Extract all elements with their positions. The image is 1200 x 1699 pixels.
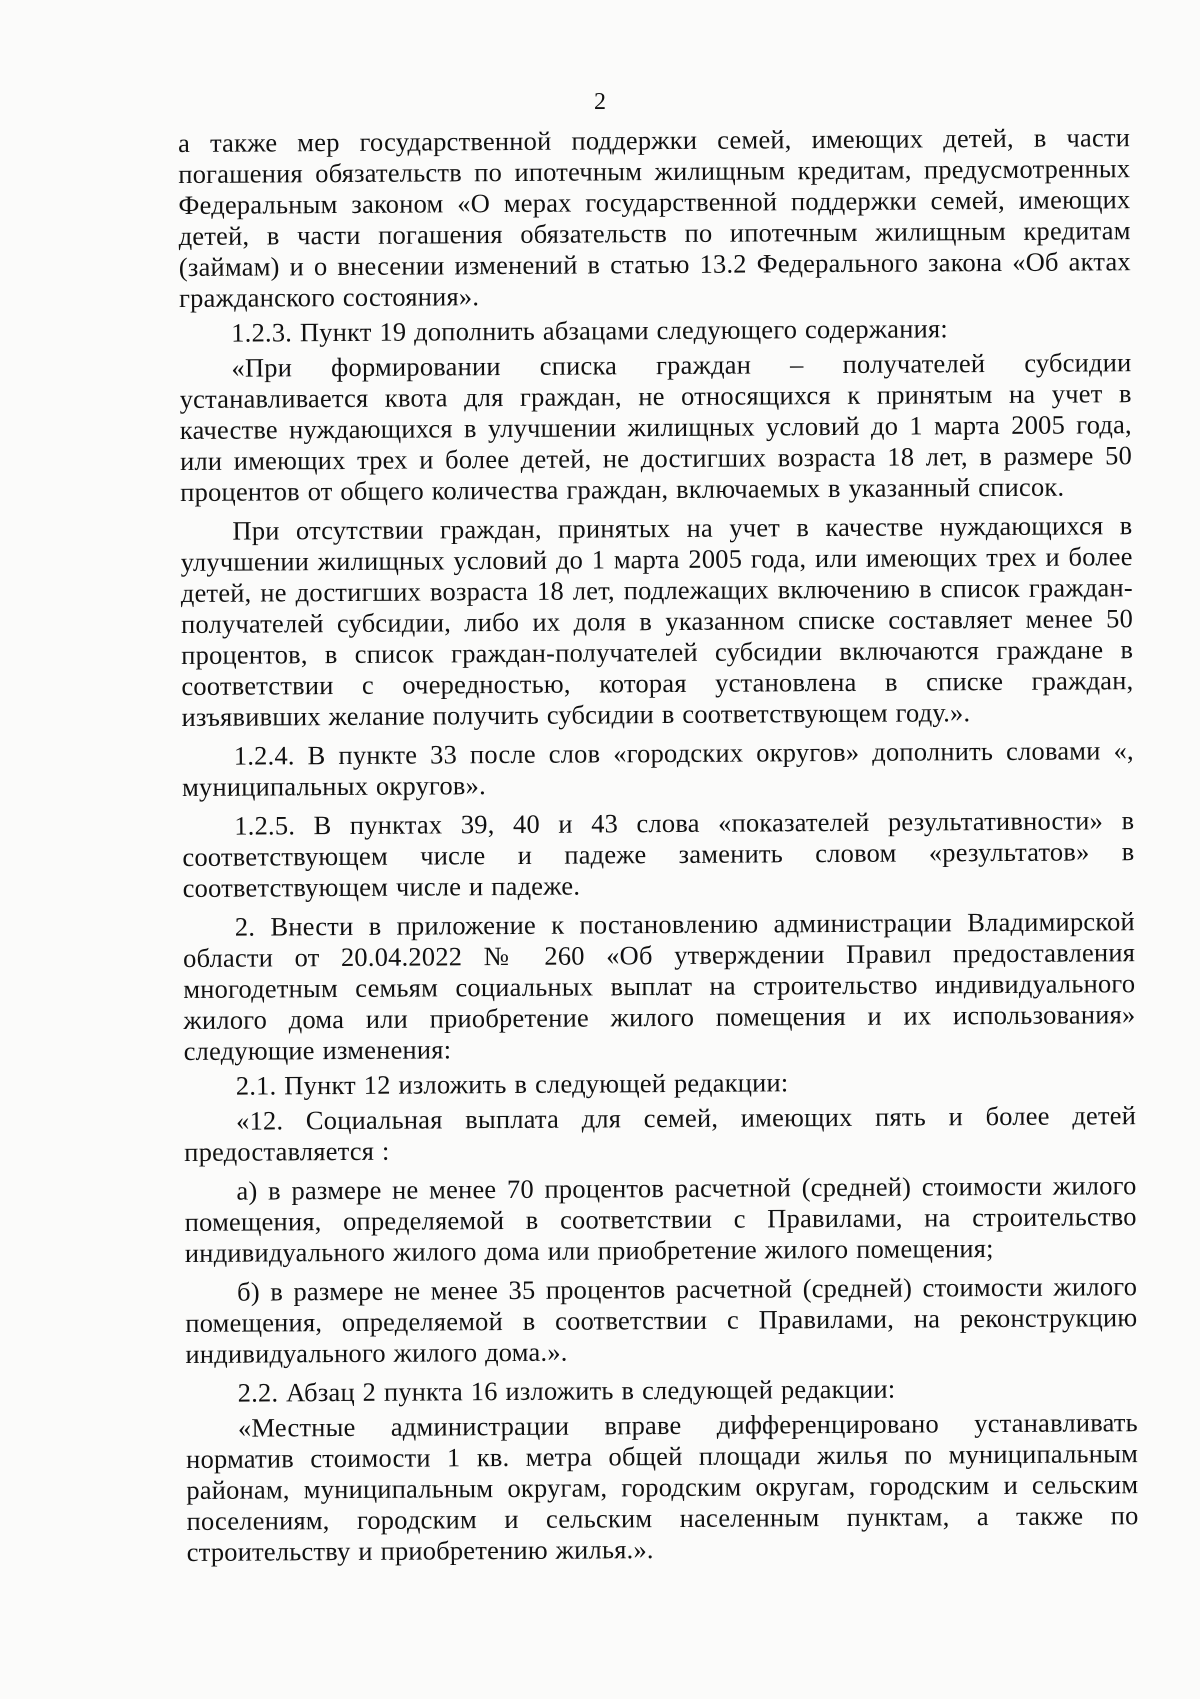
paragraph-12: «12. Социальная выплата для семей, имеющих пять и более детей предоставляется : — [184, 1100, 1137, 1167]
paragraph-2-1: 2.1. Пункт 12 изложить в следующей редакции: — [235, 1067, 789, 1101]
paragraph-1-2-3: 1.2.3. Пункт 19 дополнить абзацами следующего содержания: — [231, 313, 949, 348]
paragraph-item-a: а) в размере не менее 70 процентов расчетной (средней) стоимости жилого помещения, определяемой в соответствии с Правилами, на строительство индивидуального жилого дома или приобретение жилого помещения; — [184, 1170, 1137, 1268]
paragraph-item-b: б) в размере не менее 35 процентов расчетной (средней) стоимости жилого помещения, определяемой в соответствии с Правилами, на реконструкцию индивидуального жилого дома.». — [185, 1271, 1138, 1369]
page-number: 2 — [594, 89, 606, 115]
paragraph-quota-text: «При формировании списка граждан – получателей субсидии устанавливается квота для граждан, не относящихся к принятым на учет в качестве нуждающихся в улучшении жилищных условий до 1 марта 2005 года, или имеющих трех и более детей, не достигших возраста 18 лет, в размере 50 процентов от общего количества граждан, включаемых в указанный список. — [179, 347, 1133, 507]
document-body — [178, 122, 1139, 1568]
paragraph-1-2-5: 1.2.5. В пунктах 39, 40 и 43 слова «показателей результативности» в соответствующем числе и падеже заменить словом «результатов» в соответствующем числе и падеже. — [182, 805, 1135, 903]
paragraph-local-admin: «Местные администрации вправе дифференцировано устанавливать норматив стоимости 1 кв. метра общей площади жилья по муниципальным районам, муниципальным округам, городским округам, городским и сельским поселениям, городским и сельским населенным пунктам, а также по строительству и приобретению жилья.». — [186, 1407, 1139, 1567]
paragraph-2-2: 2.2. Абзац 2 пункта 16 изложить в следующей редакции: — [237, 1373, 896, 1408]
paragraph-continuation: а также мер государственной поддержки семей, имеющих детей, в части погашения обязательств по ипотечным жилищным кредитам, предусмотренных Федеральным законом «О мерах государственной поддержки семей, имеющих детей, в части погашения обязательств по ипотечным жилищным кредитам (займам) и о внесении изменений в статью 13.2 Федерального закона «Об актах гражданского состояния». — [178, 122, 1131, 313]
paragraph-absence-text: При отсутствии граждан, принятых на учет в качестве нуждающихся в улучшении жилищных условий до 1 марта 2005 года, или имеющих трех и более детей, не достигших возраста 18 лет, подлежащих включению в список граждан-получателей субсидии, либо их доля в указанном списке составляет менее 50 процентов, в список граждан-получателей субсидии включаются граждане в соответствии с очередностью, которая установлена в списке граждан, изъявивших желание получить субсидии в соответствующем году.». — [180, 510, 1134, 732]
paragraph-1-2-4: 1.2.4. В пункте 33 после слов «городских округов» дополнить словами «, муниципальных округов». — [181, 735, 1134, 802]
paragraph-2: 2. Внести в приложение к постановлению администрации Владимирской области от 20.04.2022 № 260 «Об утверждении Правил предоставления многодетным семьям социальных выплат на строительство индивидуального жилого дома или приобретение жилого помещения и их использования» следующие изменения: — [182, 906, 1136, 1066]
